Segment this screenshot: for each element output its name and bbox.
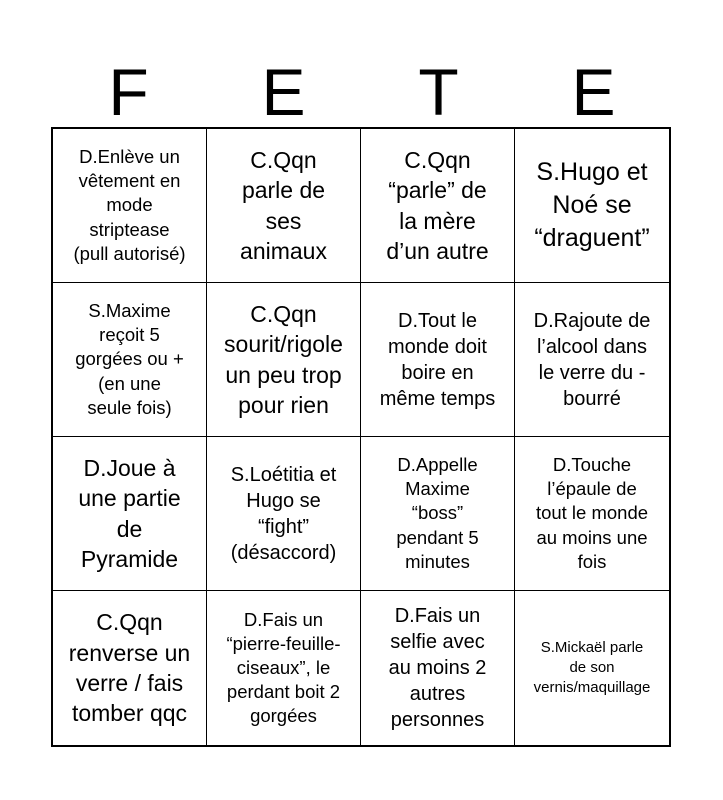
bingo-cell-r4c4[interactable]: [515, 591, 669, 745]
cell-text: C.Qqn renverse un verre / fais tomber qqc: [68, 609, 191, 727]
bingo-cell-r4c2[interactable]: [207, 591, 361, 745]
bingo-cell-r2c2[interactable]: [207, 283, 361, 437]
header-letter-f: F: [108, 55, 149, 129]
bingo-cell-r3c2[interactable]: [207, 437, 361, 591]
bingo-cell-r3c3[interactable]: [361, 437, 515, 591]
cell-text: D.Touche l’épaule de tout le monde au moins une fois: [535, 454, 649, 572]
cell-text: D.Fais un selfie avec au moins 2 autres personnes: [388, 605, 487, 731]
bingo-cell-r1c4[interactable]: [515, 129, 669, 283]
cell-text: C.Qqn “parle” de la mère d’un autre: [386, 146, 489, 264]
bingo-cell-r2c4[interactable]: [515, 283, 669, 437]
bingo-cell-r1c2[interactable]: [207, 129, 361, 283]
cell-text: D.Joue à une partie de Pyramide: [78, 454, 181, 572]
bingo-cell-r3c4[interactable]: [515, 437, 669, 591]
bingo-cell-r2c1[interactable]: [53, 283, 207, 437]
cell-text: S.Loétitia et Hugo se “fight” (désaccord): [230, 463, 337, 564]
cell-text: C.Qqn parle de ses animaux: [240, 146, 327, 264]
bingo-cell-r4c1[interactable]: [53, 591, 207, 745]
bingo-cell-r3c1[interactable]: [53, 437, 207, 591]
cell-text: D.Tout le monde doit boire en même temps: [379, 309, 496, 410]
header-letter-t: T: [418, 55, 459, 129]
cell-text: S.Hugo et Noé se “draguent”: [534, 158, 650, 252]
bingo-cell-r1c3[interactable]: [361, 129, 515, 283]
bingo-cell-r1c1[interactable]: [53, 129, 207, 283]
cell-text: S.Maxime reçoit 5 gorgées ou + (en une seule fois): [75, 300, 184, 418]
cell-text: S.Mickaël parle de son vernis/maquillage: [533, 638, 651, 697]
header-letter-e: E: [261, 55, 306, 129]
bingo-cell-r4c3[interactable]: [361, 591, 515, 745]
bingo-board: [51, 127, 671, 747]
cell-text: D.Enlève un vêtement en mode striptease (pull autorisé): [73, 146, 186, 264]
cell-text: D.Fais un “pierre-feuille- ciseaux”, le perdant boit 2 gorgées: [226, 608, 341, 727]
cell-text: D.Appelle Maxime “boss” pendant 5 minutes: [396, 454, 479, 572]
bingo-cell-r2c3[interactable]: [361, 283, 515, 437]
cell-text: C.Qqn sourit/rigole un peu trop pour rien: [224, 300, 343, 418]
bingo-header: [51, 55, 671, 129]
cell-text: D.Rajoute de l’alcool dans le verre du - bourré: [533, 309, 651, 410]
header-letter-e-2: E: [571, 55, 616, 129]
